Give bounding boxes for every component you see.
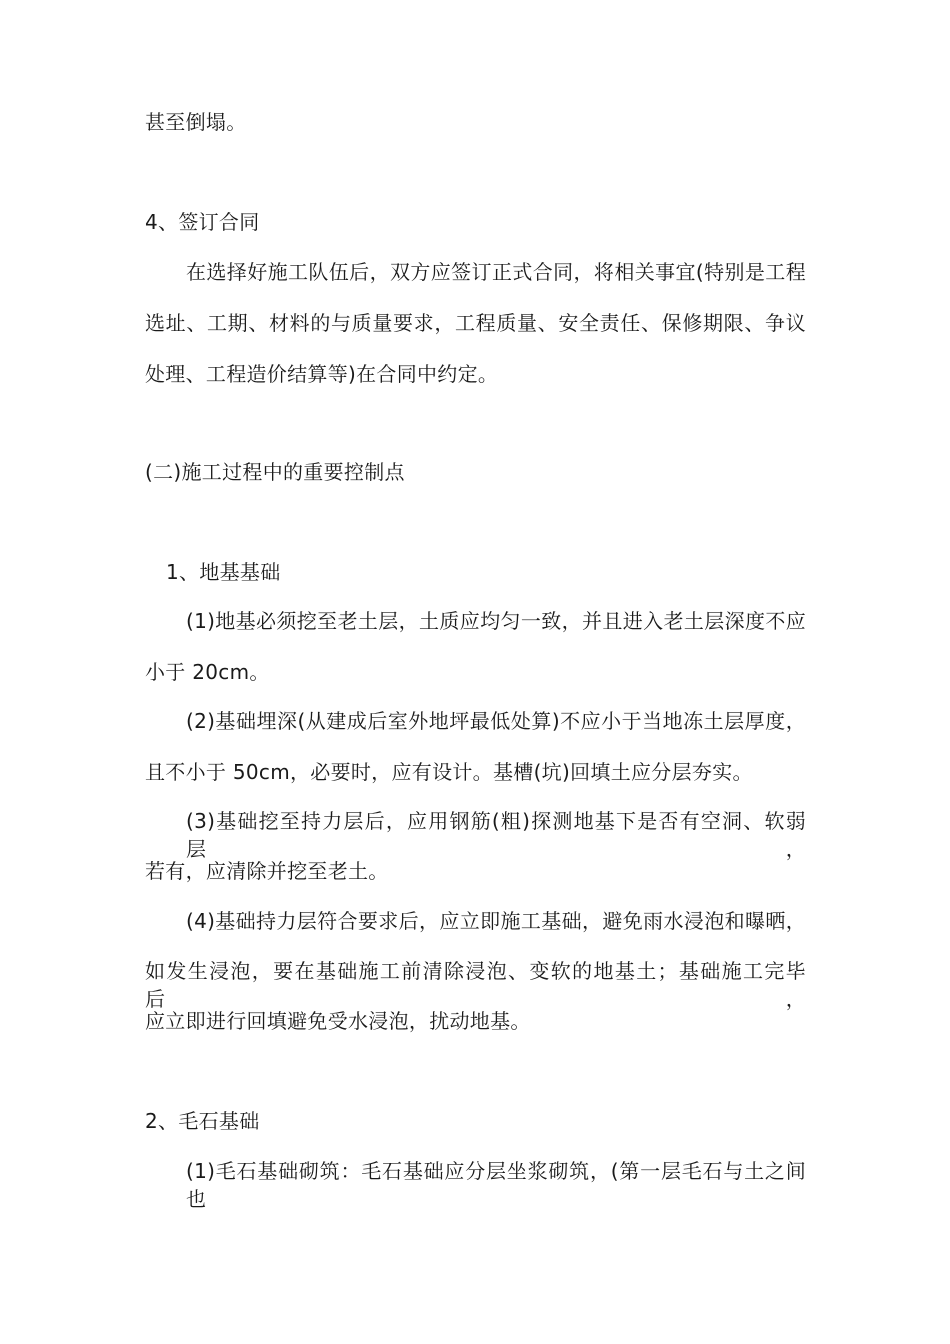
paragraph-line: 应立即进行回填避免受水浸泡，扰动地基。	[145, 1009, 531, 1033]
heading-foundation: 1、地基基础	[166, 560, 281, 584]
paragraph-line: (4)基础持力层符合要求后，应立即施工基础，避免雨水浸泡和曝晒，	[186, 909, 806, 933]
paragraph-line: (2)基础埋深(从建成后室外地坪最低处算)不应小于当地冻土层厚度，	[186, 709, 806, 733]
paragraph-line: 且不小于 50cm，必要时，应有设计。基槽(坑)回填土应分层夯实。	[145, 760, 753, 784]
paragraph-line: 处理、工程造价结算等)在合同中约定。	[145, 362, 499, 386]
text-line: 甚至倒塌。	[145, 110, 247, 134]
paragraph-line: 小于 20cm。	[145, 660, 270, 684]
paragraph-line: (3)基础挖至持力层后，应用钢筋(粗)探测地基下是否有空洞、软弱层，	[186, 809, 806, 861]
paragraph-line: 选址、工期、材料的与质量要求，工程质量、安全责任、保修期限、争议	[145, 311, 806, 335]
paragraph-line: 如发生浸泡，要在基础施工前清除浸泡、变软的地基土；基础施工完毕后，	[145, 959, 806, 1011]
section-title: (二)施工过程中的重要控制点	[145, 460, 405, 484]
heading-sign-contract: 4、签订合同	[145, 210, 260, 234]
heading-rubble-foundation: 2、毛石基础	[145, 1109, 260, 1133]
paragraph-line: 在选择好施工队伍后，双方应签订正式合同，将相关事宜(特别是工程	[186, 260, 806, 284]
paragraph-line: (1)毛石基础砌筑：毛石基础应分层坐浆砌筑，(第一层毛石与土之间也	[186, 1159, 806, 1211]
paragraph-line: (1)地基必须挖至老土层，土质应均匀一致，并且进入老土层深度不应	[186, 609, 806, 633]
paragraph-line: 若有，应清除并挖至老土。	[145, 859, 389, 883]
